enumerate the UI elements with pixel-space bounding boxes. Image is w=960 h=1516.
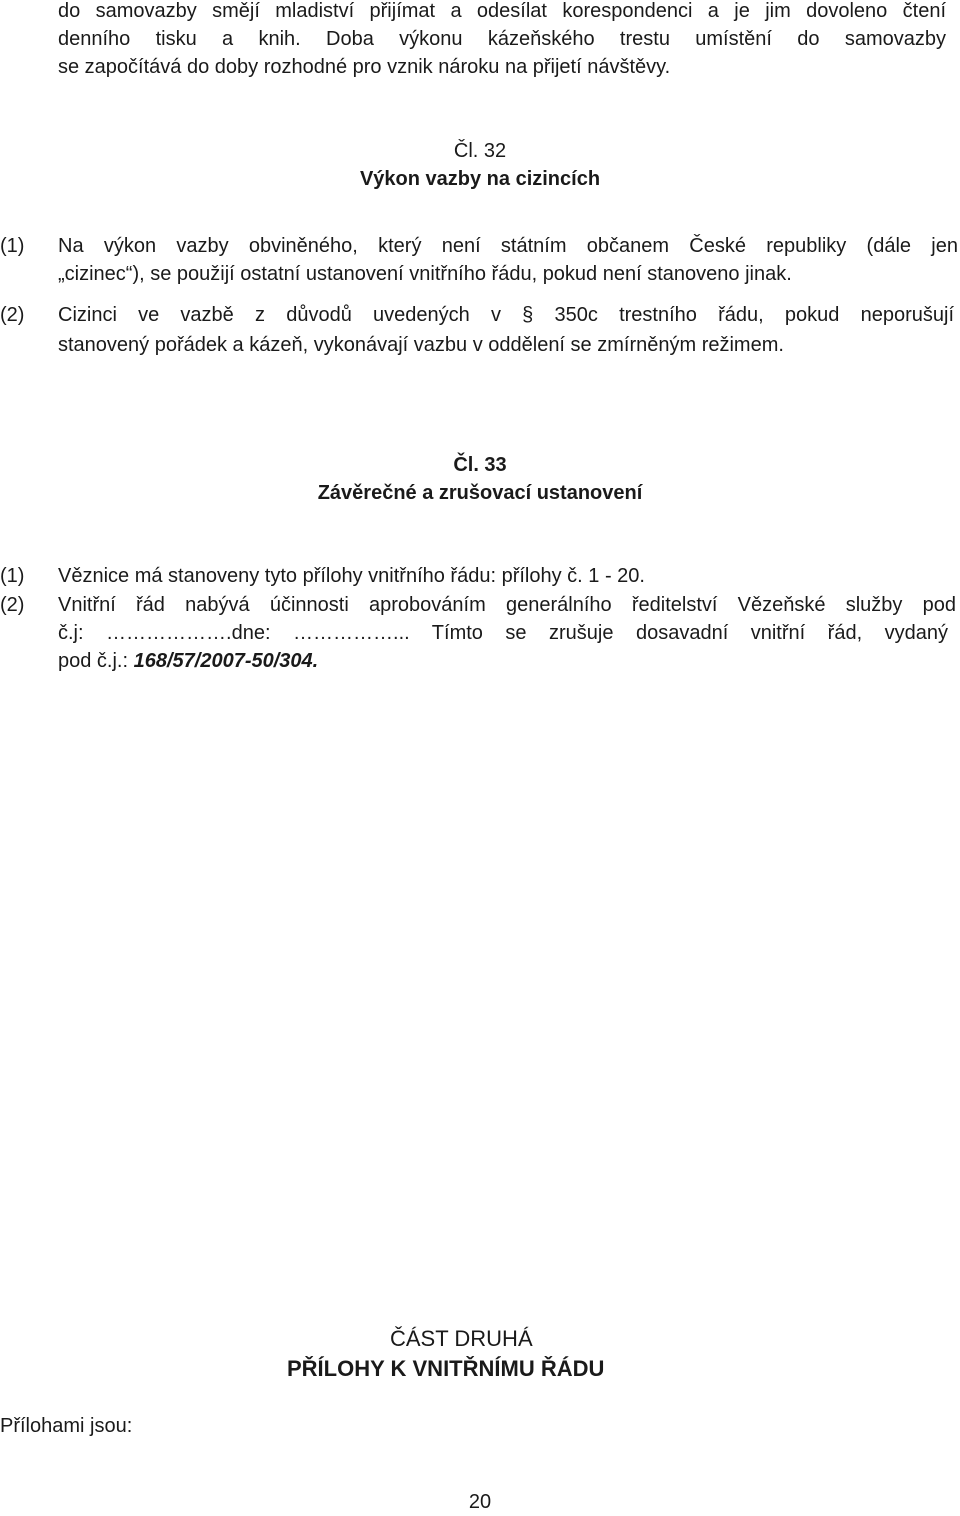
article-33-title: Závěrečné a zrušovací ustanovení	[317, 482, 643, 504]
article-32-number: Čl. 32	[453, 140, 507, 162]
art33-para-2-line-3	[58, 647, 318, 675]
art32-para-2-line-2: stanovený pořádek a kázeň, vykonávají vazbu v oddělení se zmírněným režimem.	[58, 334, 784, 356]
art33-para-1-line-1: Věznice má stanoveny tyto přílohy vnitřního řádu: přílohy č. 1 - 20.	[58, 565, 645, 587]
article-33-number: Čl. 33	[453, 454, 507, 476]
part-two-title: PŘÍLOHY K VNITŘNÍMU ŘÁDU	[287, 1356, 605, 1381]
page-number: 20	[468, 1491, 492, 1513]
part-two-label: ČÁST DRUHÁ	[390, 1326, 533, 1351]
art33-para-2-line-2: č.j: ……………….dne: ……………... Tímto se zrušuje dosavadní vnitřní řád, vydaný	[58, 622, 948, 644]
art32-para-2-line-1: Cizinci ve vazbě z důvodů uvedených v § 350c trestního řádu, pokud neporušují	[58, 304, 954, 326]
intro-line-2: denního tisku a knih. Doba výkonu kázeňského trestu umístění do samovazby	[58, 28, 946, 50]
previous-order-reference: 168/57/2007-50/304.	[133, 650, 319, 672]
art33-para-1-number: (1)	[0, 565, 25, 587]
art33-para-2-line-1: Vnitřní řád nabývá účinnosti aprobováním generálního ředitelství Vězeňské služby pod	[58, 594, 956, 616]
article-32-title: Výkon vazby na cizincích	[359, 168, 601, 190]
art32-para-1-line-2: „cizinec“), se použijí ostatní ustanovení vnitřního řádu, pokud není stanoveno jinak.	[58, 263, 792, 285]
intro-line-1: do samovazby smějí mladiství přijímat a odesílat korespondenci a je jim dovoleno čtení	[58, 0, 946, 22]
art33-para-2-number: (2)	[0, 594, 25, 616]
art32-para-1-line-1: Na výkon vazby obviněného, který není státním občanem České republiky (dále jen	[58, 235, 958, 257]
attachments-label: Přílohami jsou:	[0, 1415, 133, 1437]
intro-line-3: se započítává do doby rozhodné pro vznik nároku na přijetí návštěvy.	[58, 56, 671, 78]
reference-prefix: pod č.j.:	[58, 650, 134, 672]
art32-para-1-number: (1)	[0, 235, 25, 257]
art32-para-2-number: (2)	[0, 304, 25, 326]
